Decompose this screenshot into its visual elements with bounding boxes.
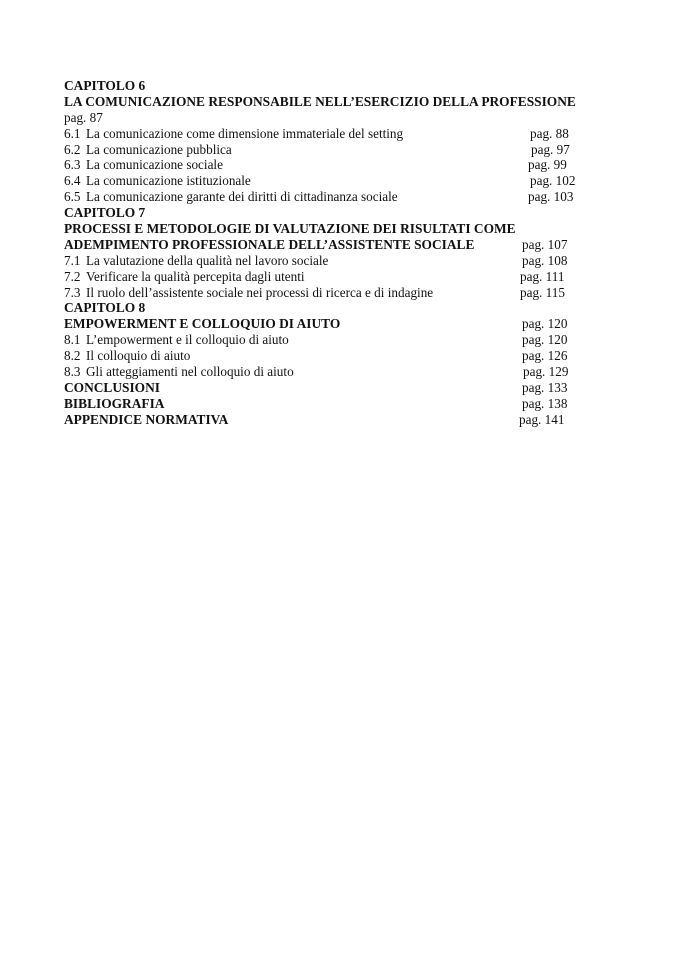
bibliografia-page: pag. 138	[522, 395, 568, 411]
section-number: 7.1	[64, 252, 81, 268]
chapter-6-page: pag. 87	[64, 109, 103, 125]
section-title: La comunicazione istituzionale	[86, 173, 251, 189]
conclusioni-title: CONCLUSIONI	[64, 379, 160, 395]
toc-entry	[64, 332, 624, 348]
section-number: 6.5	[64, 189, 81, 205]
toc-entry	[64, 348, 624, 364]
section-number: 7.3	[64, 284, 81, 300]
section-page: pag. 108	[522, 252, 568, 268]
section-page: pag. 126	[522, 348, 568, 364]
toc-entry	[64, 189, 624, 205]
section-title: Verificare la qualità percepita dagli utenti	[86, 268, 305, 284]
section-title: La comunicazione sociale	[86, 157, 223, 173]
chapter-7-page: pag. 107	[522, 236, 568, 252]
toc-entry	[64, 142, 624, 158]
appendice-page: pag. 141	[519, 411, 565, 427]
section-page: pag. 103	[528, 189, 574, 205]
chapter-title	[64, 94, 624, 110]
chapter-page	[64, 110, 624, 126]
section-number: 8.2	[64, 348, 81, 364]
section-number: 7.2	[64, 268, 81, 284]
chapter-label	[64, 78, 624, 94]
chapter-7-title-line1: PROCESSI E METODOLOGIE DI VALUTAZIONE DEI RISULTATI COME	[64, 221, 516, 237]
appendice-title: APPENDICE NORMATIVA	[64, 411, 229, 427]
chapter-8-page: pag. 120	[522, 316, 568, 332]
chapter-6-title: LA COMUNICAZIONE RESPONSABILE NELL’ESERCIZIO DELLA PROFESSIONE	[64, 93, 576, 109]
backmatter-entry	[64, 380, 624, 396]
chapter-label	[64, 300, 624, 316]
section-page: pag. 115	[520, 284, 565, 300]
toc-entry	[64, 285, 624, 301]
section-number: 6.4	[64, 173, 81, 189]
chapter-title	[64, 316, 624, 332]
backmatter-entry	[64, 396, 624, 412]
toc-entry	[64, 126, 624, 142]
section-title: Il colloquio di aiuto	[86, 348, 191, 364]
section-page: pag. 99	[528, 157, 567, 173]
section-page: pag. 111	[520, 268, 565, 284]
section-page: pag. 97	[531, 141, 570, 157]
chapter-7-label: CAPITOLO 7	[64, 205, 146, 221]
section-number: 6.2	[64, 141, 81, 157]
backmatter-entry	[64, 412, 624, 428]
section-number: 6.1	[64, 125, 81, 141]
section-title: Il ruolo dell’assistente sociale nei processi di ricerca e di indagine	[86, 284, 434, 300]
table-of-contents	[64, 78, 624, 428]
bibliografia-title: BIBLIOGRAFIA	[64, 395, 165, 411]
toc-entry	[64, 173, 624, 189]
section-page: pag. 102	[530, 173, 576, 189]
section-title: La valutazione della qualità nel lavoro sociale	[86, 252, 329, 268]
chapter-title	[64, 221, 624, 237]
toc-entry	[64, 269, 624, 285]
chapter-8-label: CAPITOLO 8	[64, 300, 146, 316]
chapter-6-label: CAPITOLO 6	[64, 78, 146, 93]
section-page: pag. 88	[530, 125, 569, 141]
section-page: pag. 129	[523, 364, 569, 380]
chapter-title	[64, 237, 624, 253]
toc-entry	[64, 157, 624, 173]
section-title: La comunicazione pubblica	[86, 141, 232, 157]
section-title: Gli atteggiamenti nel colloquio di aiuto	[86, 364, 294, 380]
toc-entry	[64, 253, 624, 269]
chapter-7-title-line2: ADEMPIMENTO PROFESSIONALE DELL’ASSISTENTE SOCIALE	[64, 236, 475, 252]
section-number: 8.3	[64, 364, 81, 380]
chapter-label	[64, 205, 624, 221]
section-title: La comunicazione garante dei diritti di cittadinanza sociale	[86, 189, 398, 205]
section-title: L’empowerment e il colloquio di aiuto	[86, 332, 289, 348]
section-number: 8.1	[64, 332, 81, 348]
section-page: pag. 120	[522, 332, 568, 348]
toc-entry	[64, 364, 624, 380]
section-number: 6.3	[64, 157, 81, 173]
conclusioni-page: pag. 133	[522, 379, 568, 395]
section-title: La comunicazione come dimensione immateriale del setting	[86, 125, 404, 141]
chapter-8-title: EMPOWERMENT E COLLOQUIO DI AIUTO	[64, 316, 341, 332]
